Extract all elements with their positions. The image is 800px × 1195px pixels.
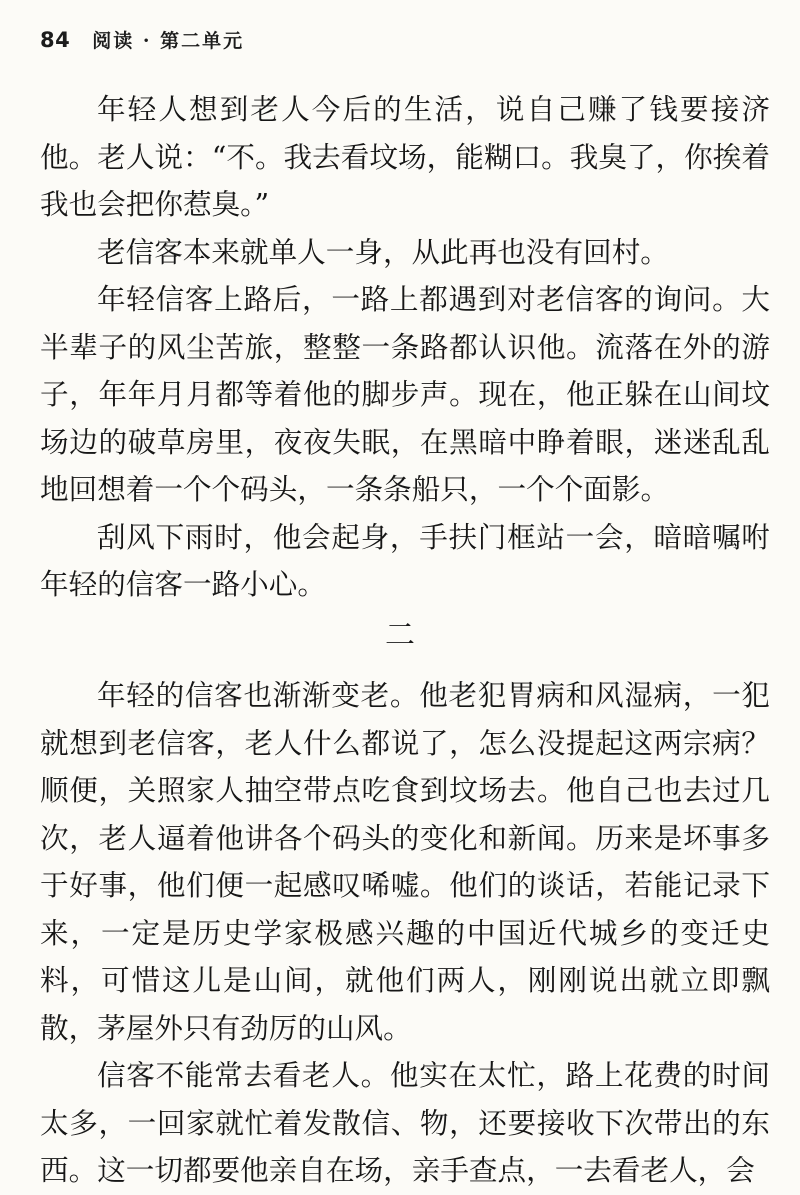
paragraph: 年轻的信客也渐渐变老。他老犯胃病和风湿病，一犯就想到老信客，老人什么都说了，怎么没提起这两宗病？顺便，关照家人抽空带点吃食到坟场去。他自己也去过几次，老人逼着他讲各个码头的变化和新闻。历来是坏事多于好事，他们便一起感叹唏嘘。他们的谈话，若能记录下来，一定是历史学家极感兴趣的中国近代城乡的变迁史料，可惜这儿是山间，就他们两人，刚刚说出就立即飘散，茅屋外只有劲厉的山风。 <box>40 678 770 1045</box>
page-header <box>40 26 244 60</box>
page-number: 84 <box>40 28 71 52</box>
paragraph: 老信客本来就单人一身，从此再也没有回村。 <box>97 234 669 269</box>
paragraph: 年轻人想到老人今后的生活，说自己赚了钱要接济他。老人说：“不。我去看坟场，能糊口。我臭了，你挨着我也会把你惹臭。” <box>40 92 770 221</box>
section-heading: 二 <box>385 618 415 653</box>
body-text-section-two <box>40 672 770 1195</box>
paragraph: 信客不能常去看老人。他实在太忙，路上花费的时间太多，一回家就忙着发散信、物，还要接收下次带出的东西。这一切都要他亲自在场，亲手查点，一去看老人，会 <box>40 1058 770 1187</box>
paragraph: 刮风下雨时，他会起身，手扶门框站一会，暗暗嘱咐年轻的信客一路小心。 <box>40 519 770 601</box>
paragraph: 年轻信客上路后，一路上都遇到对老信客的询问。大半辈子的风尘苦旅，整整一条路都认识他。流落在外的游子，年年月月都等着他的脚步声。现在，他正躲在山间坟场边的破草房里，夜夜失眠，在黑暗中睁着眼，迷迷乱乱地回想着一个个码头，一条条船只，一个个面影。 <box>40 282 770 506</box>
running-head: 阅读 · 第二单元 <box>92 30 245 52</box>
body-text-section-one <box>40 86 770 609</box>
